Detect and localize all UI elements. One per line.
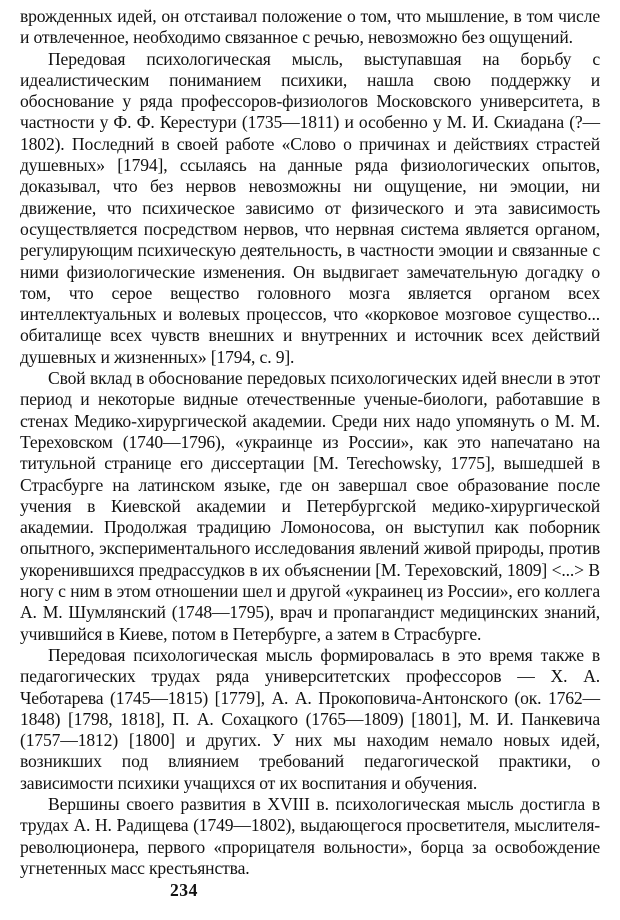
paragraph-moscow-physiologists: Передовая психологическая мысль, выступавшая на борьбу с идеалистическим пониманием психики, нашла свою поддержку и обоснование у ряда профессоров-физиологов Московского университета, в частности у Ф. Ф. Керестури (1735—1811) и особенно у М. И. Скиадана (?—1802). Последний в своей работе «Слово о причинах и действиях страстей душевных» [1794], ссылаясь на данные ряда физиологических опытов, доказывал, что без нервов невозможны ни ощущение, ни эмоции, ни движение, что психическое зависимо от физического и эта зависимость осуществляется посредством нервов, что нервная система является органом, регулирующим психическую деятельность, в частности эмоции и связанные с ними физиологические изменения. Он выдвигает замечательную догадку о том, что серое вещество головного мозга является органом всех интеллектуальных и волевых процессов, что «корковое мозговое существо... обиталище всех чувств внешних и внутренних и источник всех действий душевных и жизненных» [1794, с. 9]. xyxy=(20,48,600,367)
paragraph-radishchev: Вершины своего развития в XVIII в. психологическая мысль достигла в трудах А. Н. Радищева (1749—1802), выдающегося просветителя, мыслителя-революционера, первого «прорицателя вольности», борца за освобождение угнетенных масс крестьянства. xyxy=(20,793,600,878)
paragraph-medical-academy-biologists: Свой вклад в обоснование передовых психологических идей внесли в этот период и некоторые видные отечественные ученые-биологи, работавшие в стенах Медико-хирургической академии. Среди них надо упомянуть о М. М. Тереховском (1740—1796), «украинце из России», как это напечатано на титульной странице его диссертации [M. Terechowsky, 1775], вышедшей в Страсбурге на латинском языке, где он завершал свое образование после учения в Киевской академии и Петербургской медико-хирургической академии. Продолжая традицию Ломоносова, он выступил как поборник опытного, экспериментального исследования явлений живой природы, против укоренившихся предрассудков в их объяснении [М. Тереховский, 1809] <...> В ногу с ним в этом отношении шел и другой «украинец из России», его коллега А. М. Шумлянский (1748—1795), врач и пропагандист медицинских знаний, учившийся в Киеве, потом в Петербурге, а затем в Страсбурге. xyxy=(20,368,600,644)
paragraph-continuation: врожденных идей, он отстаивал положение о том, что мышление, в том числе и отвлеченное, необходимо связанное с речью, невозможно без ощущений. xyxy=(20,6,600,48)
page-body-text xyxy=(20,6,600,879)
paragraph-pedagogical-works: Передовая психологическая мысль формировалась в это время также в педагогических трудах ряда университетских профессоров — Х. А. Чеботарева (1745—1815) [1779], А. А. Прокоповича-Антонского (ок. 1762—1848) [1798, 1818], П. А. Сохацкого (1765—1809) [1801], М. И. Панкевича (1757—1812) [1800] и других. У них мы находим немало новых идей, возникших под влиянием требований педагогической практики, о зависимости психики учащихся от их воспитания и обучения. xyxy=(20,644,600,793)
book-page xyxy=(20,6,600,918)
page-number: 234 xyxy=(170,880,198,900)
